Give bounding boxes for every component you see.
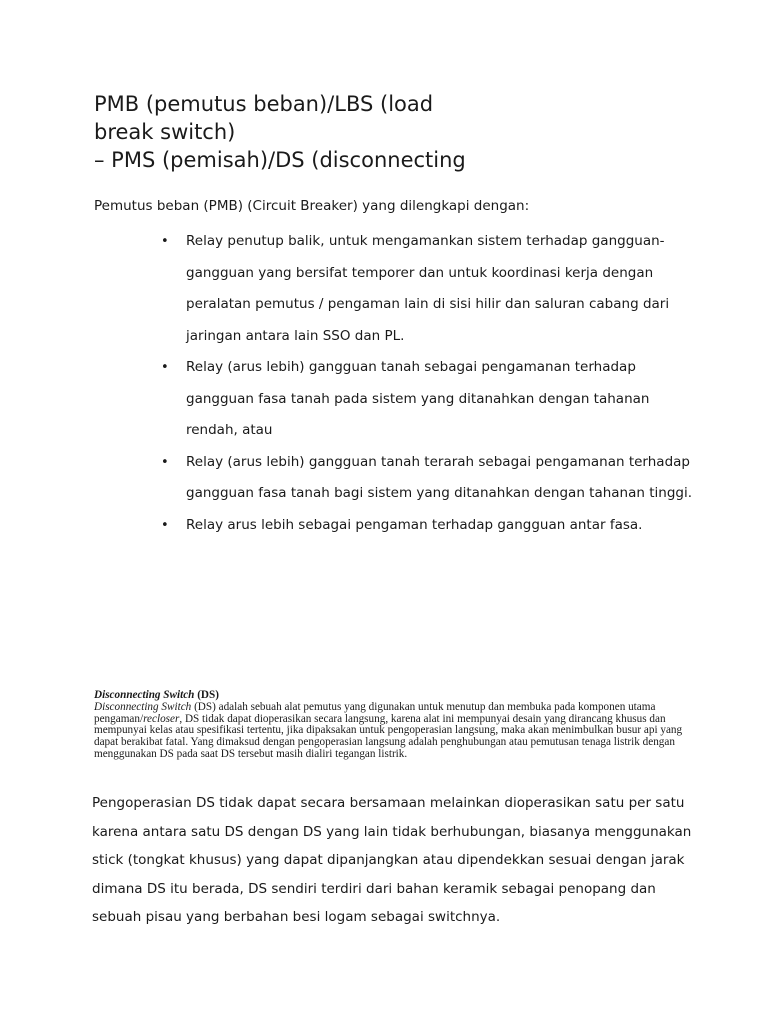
ds-body-recloser: recloser (143, 712, 180, 725)
relay-bullet-list (160, 226, 700, 541)
title-line-3: – PMS (pemisah)/DS (disconnecting (94, 148, 466, 172)
ds-operation-paragraph (92, 789, 712, 932)
ds-body-text-1: (DS) adalah sebuah alat pemutus yang digunakan untuk menutup dan membuka pada komponen utama pengaman/ (94, 700, 656, 725)
ds-body-text-2: , DS tidak dapat dioperasikan secara langsung, karena alat ini mempunyai desain yang dirancang khusus dan mempunyai kelas atau spesifikasi tertentu, jika dipaksakan untuk pengoperasian langsung, maka akan menimbulkan busur api yang dapat berakibat fatal. Yang dimaksud dengan pengoperasian langsung adalah penghubungan atau pemutusan tenaga listrik dengan menggunakan DS pada saat DS tersebut masih dialiri tegangan listrik. (94, 712, 683, 760)
title-line-2: break switch) (94, 120, 236, 144)
ds-heading-term: Disconnecting Switch (94, 689, 195, 701)
bullet-text: Relay penutup balik, untuk mengamankan sistem terhadap gangguan-gangguan yang bersifat temporer dan untuk koordinasi kerja dengan peralatan pemutus / pengaman lain di sisi hilir dan saluran cabang dari jaringan antara lain SSO dan PL. (186, 233, 670, 344)
title-line-1: PMB (pemutus beban)/LBS (load (94, 92, 434, 116)
bullet-item (160, 352, 700, 447)
paragraph-line: Pengoperasian DS tidak dapat secara bersamaan melainkan dioperasikan satu per satu (92, 795, 685, 811)
bullet-glyph: • (161, 454, 169, 470)
bullet-item (160, 510, 700, 542)
document-title (94, 90, 694, 174)
paragraph-line: sebuah pisau yang berbahan besi logam sebagai switchnya. (92, 909, 501, 925)
paragraph-line: karena antara satu DS dengan DS yang lain tidak berhubungan, biasanya menggunakan (92, 823, 692, 840)
ds-heading-abbr: (DS) (194, 689, 219, 701)
bullet-item (160, 226, 700, 352)
ds-section (94, 690, 684, 761)
bullet-text: Relay (arus lebih) gangguan tanah terarah sebagai pengamanan terhadap gangguan fasa tanah bagi sistem yang ditanahkan dengan tahanan tinggi. (186, 453, 693, 501)
bullet-text: Relay (arus lebih) gangguan tanah sebagai pengamanan terhadap gangguan fasa tanah pada sistem yang ditanahkan dengan tahanan rendah, atau (186, 359, 650, 438)
intro-text: Pemutus beban (PMB) (Circuit Breaker) yang dilengkapi dengan: (94, 198, 530, 214)
paragraph-line: dimana DS itu berada, DS sendiri terdiri dari bahan keramik sebagai penopang dan (92, 880, 656, 897)
ds-body-term: Disconnecting Switch (94, 700, 192, 713)
ds-body (94, 702, 684, 761)
bullet-glyph: • (161, 360, 169, 375)
bullet-text: Relay arus lebih sebagai pengaman terhadap gangguan antar fasa. (186, 516, 643, 533)
bullet-glyph: • (161, 517, 169, 533)
bullet-item (160, 447, 700, 510)
paragraph-line: stick (tongkat khusus) yang dapat dipanjangkan atau dipendekkan sesuai dengan jarak (92, 852, 685, 868)
bullet-glyph: • (161, 234, 169, 249)
